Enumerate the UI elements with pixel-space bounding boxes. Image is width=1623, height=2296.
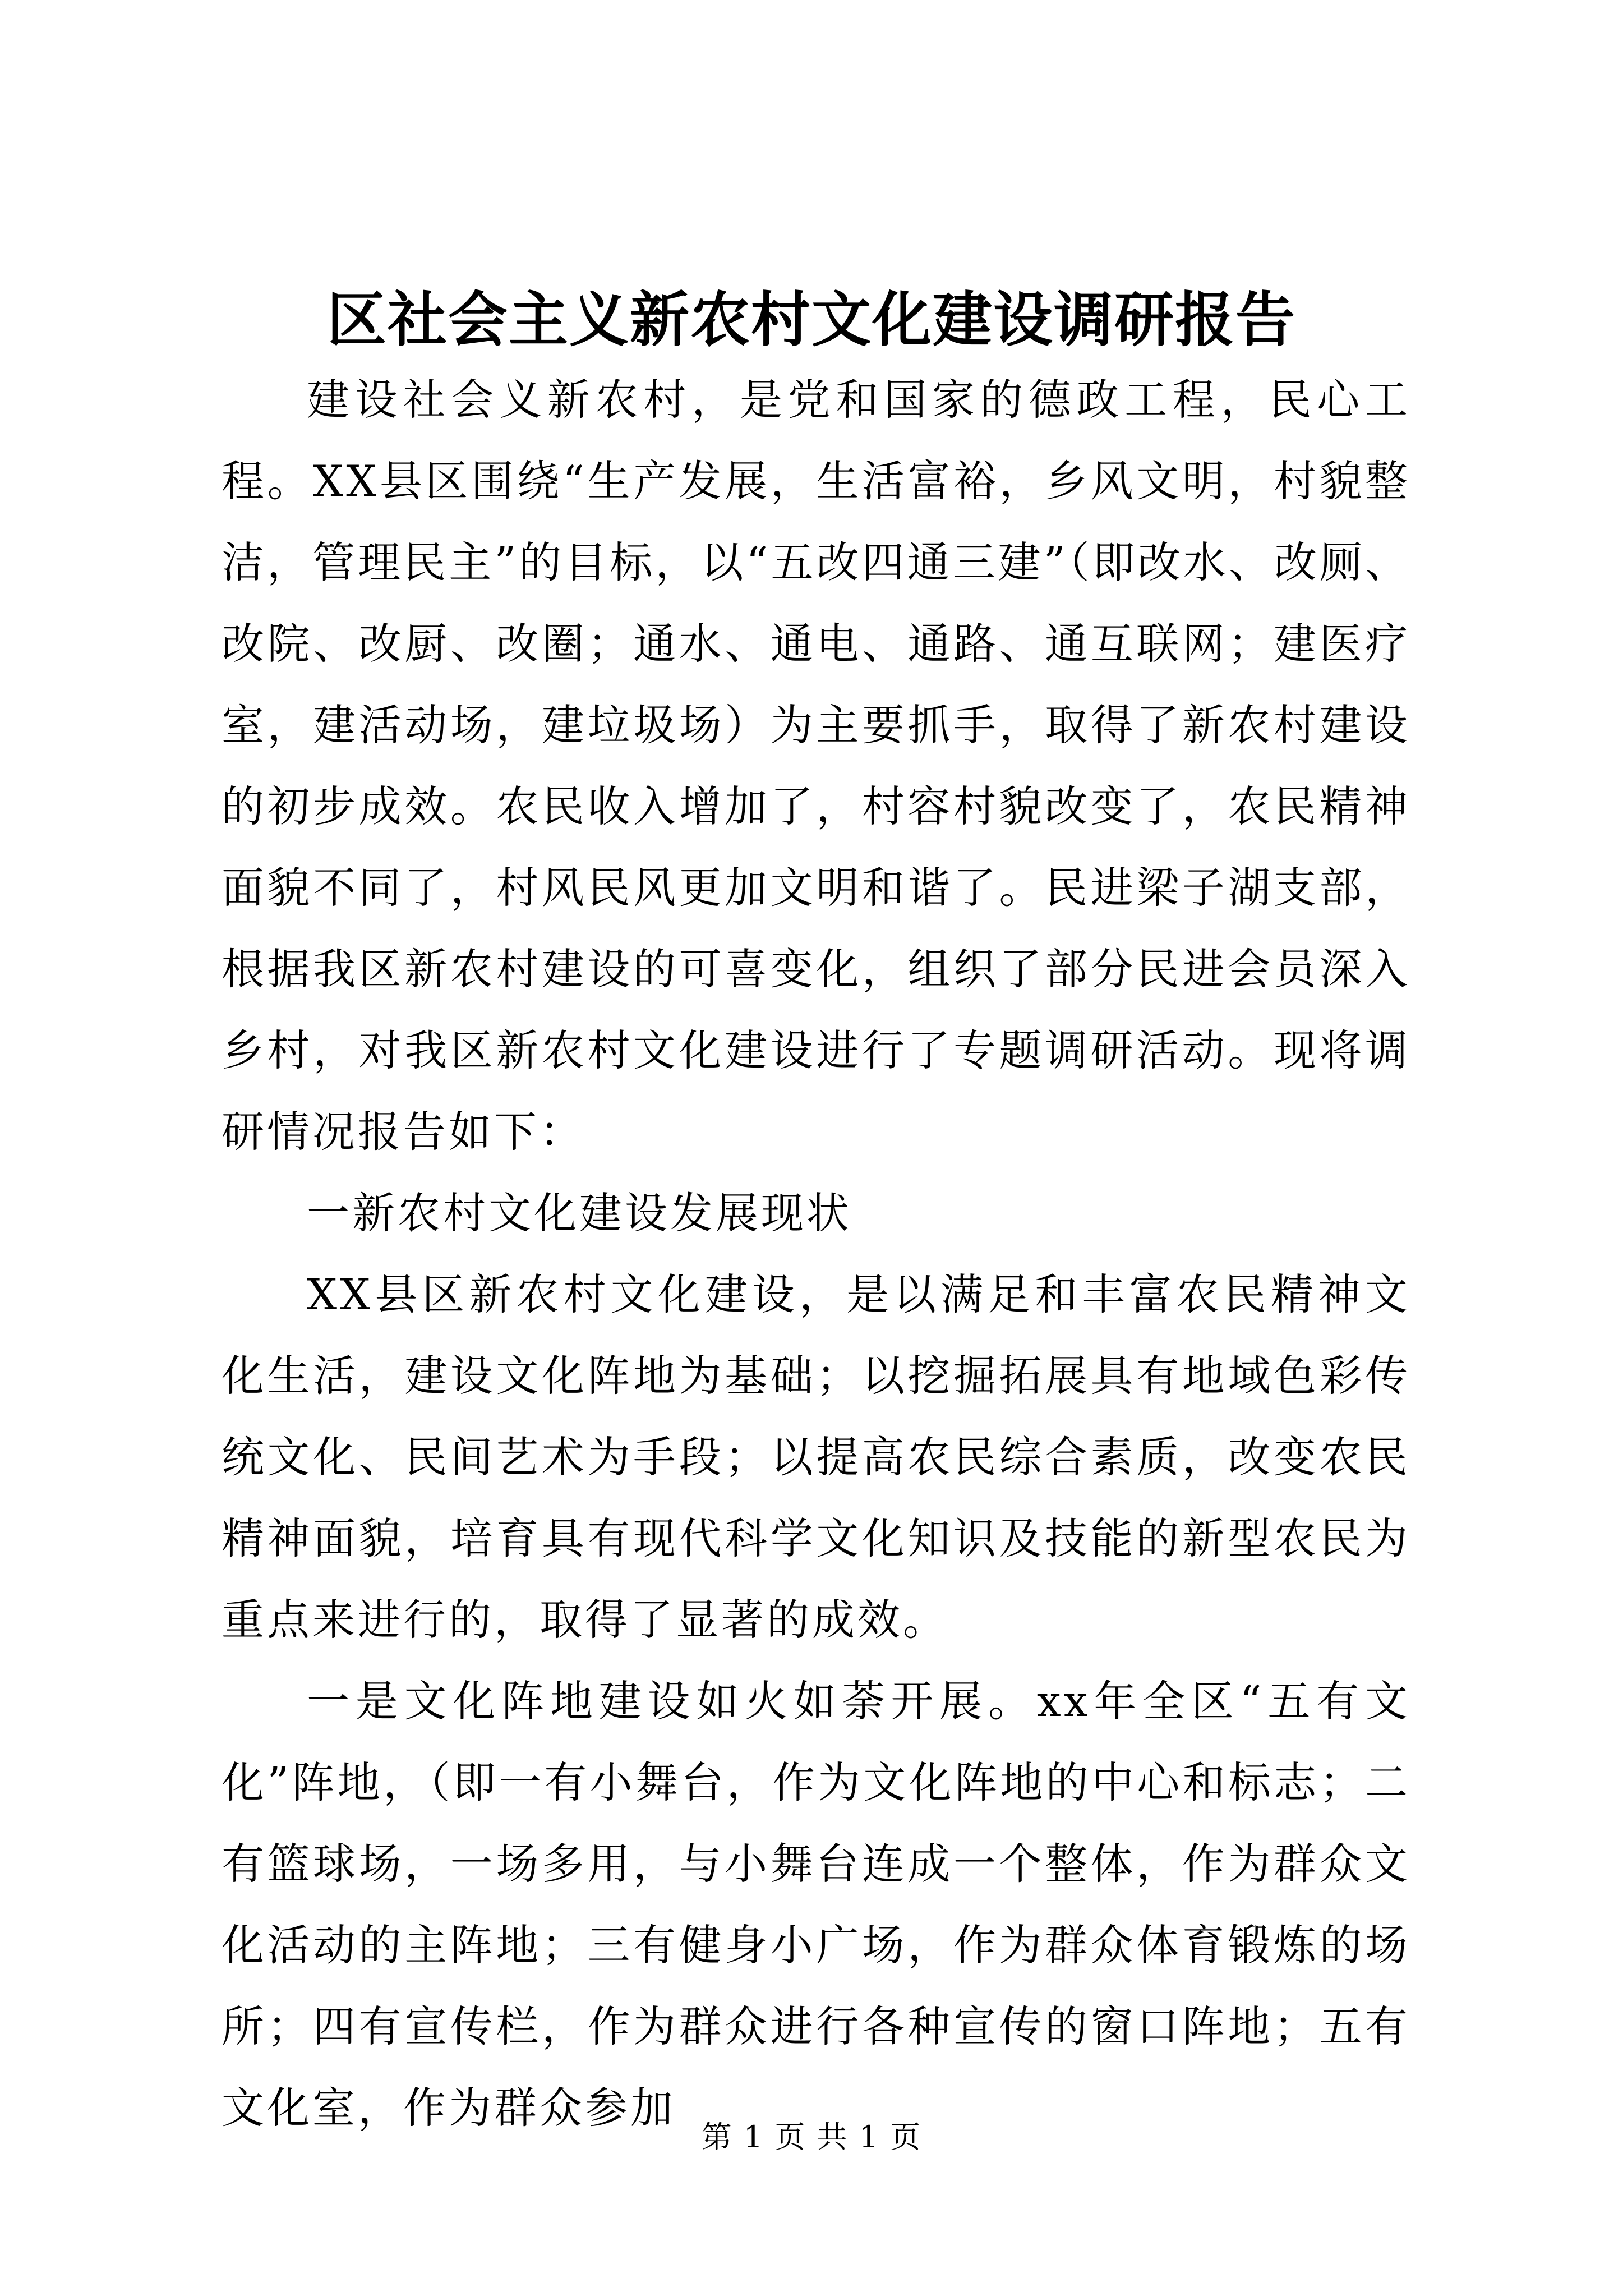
page-number-footer: 第 1 页 共 1 页: [701, 2119, 922, 2155]
body-paragraph: 建设社会义新农村，是党和国家的德政工程，民心工程。XX县区围绕“生产发展，生活富裕，乡风文明，村貌整洁，管理民主”的目标，以“五改四通三建”（即改水、改厕、改院、改厨、改圈；通水、通电、通路、通互联网；建医疗室，建活动场，建垃圾场）为主要抓手，取得了新农村建设的初步成效。农民收入增加了，村容村貌改变了，农民精神面貌不同了，村风民风更加文明和谐了。民进梁子湖支部，根据我区新农村建设的可喜变化，组织了部分民进会员深入乡村，对我区新农村文化建设进行了专题调研活动。现将调研情况报告如下：: [222, 375, 1410, 1157]
body-paragraph: 一是文化阵地建设如火如荼开展。xx年全区“五有文化”阵地，（即一有小舞台，作为文化阵地的中心和标志；二有篮球场，一场多用，与小舞台连成一个整体，作为群众文化活动的主阵地；三有健身小广场，作为群众体育锻炼的场所；四有宣传栏，作为群众进行各种宣传的窗口阵地；五有文化室，作为群众参加: [222, 1676, 1410, 2133]
section-heading: 一新农村文化建设发展现状: [307, 1188, 852, 1238]
document-body: [222, 359, 1410, 2148]
body-paragraph: XX县区新农村文化建设，是以满足和丰富农民精神文化生活，建设文化阵地为基础；以挖掘拓展具有地域色彩传统文化、民间艺术为手段；以提高农民综合素质，改变农民精神面貌，培育具有现代科学文化知识及技能的新型农民为重点来进行的，取得了显著的成效。: [222, 1269, 1410, 1645]
document-title: 区社会主义新农村文化建设调研报告: [327, 284, 1296, 355]
